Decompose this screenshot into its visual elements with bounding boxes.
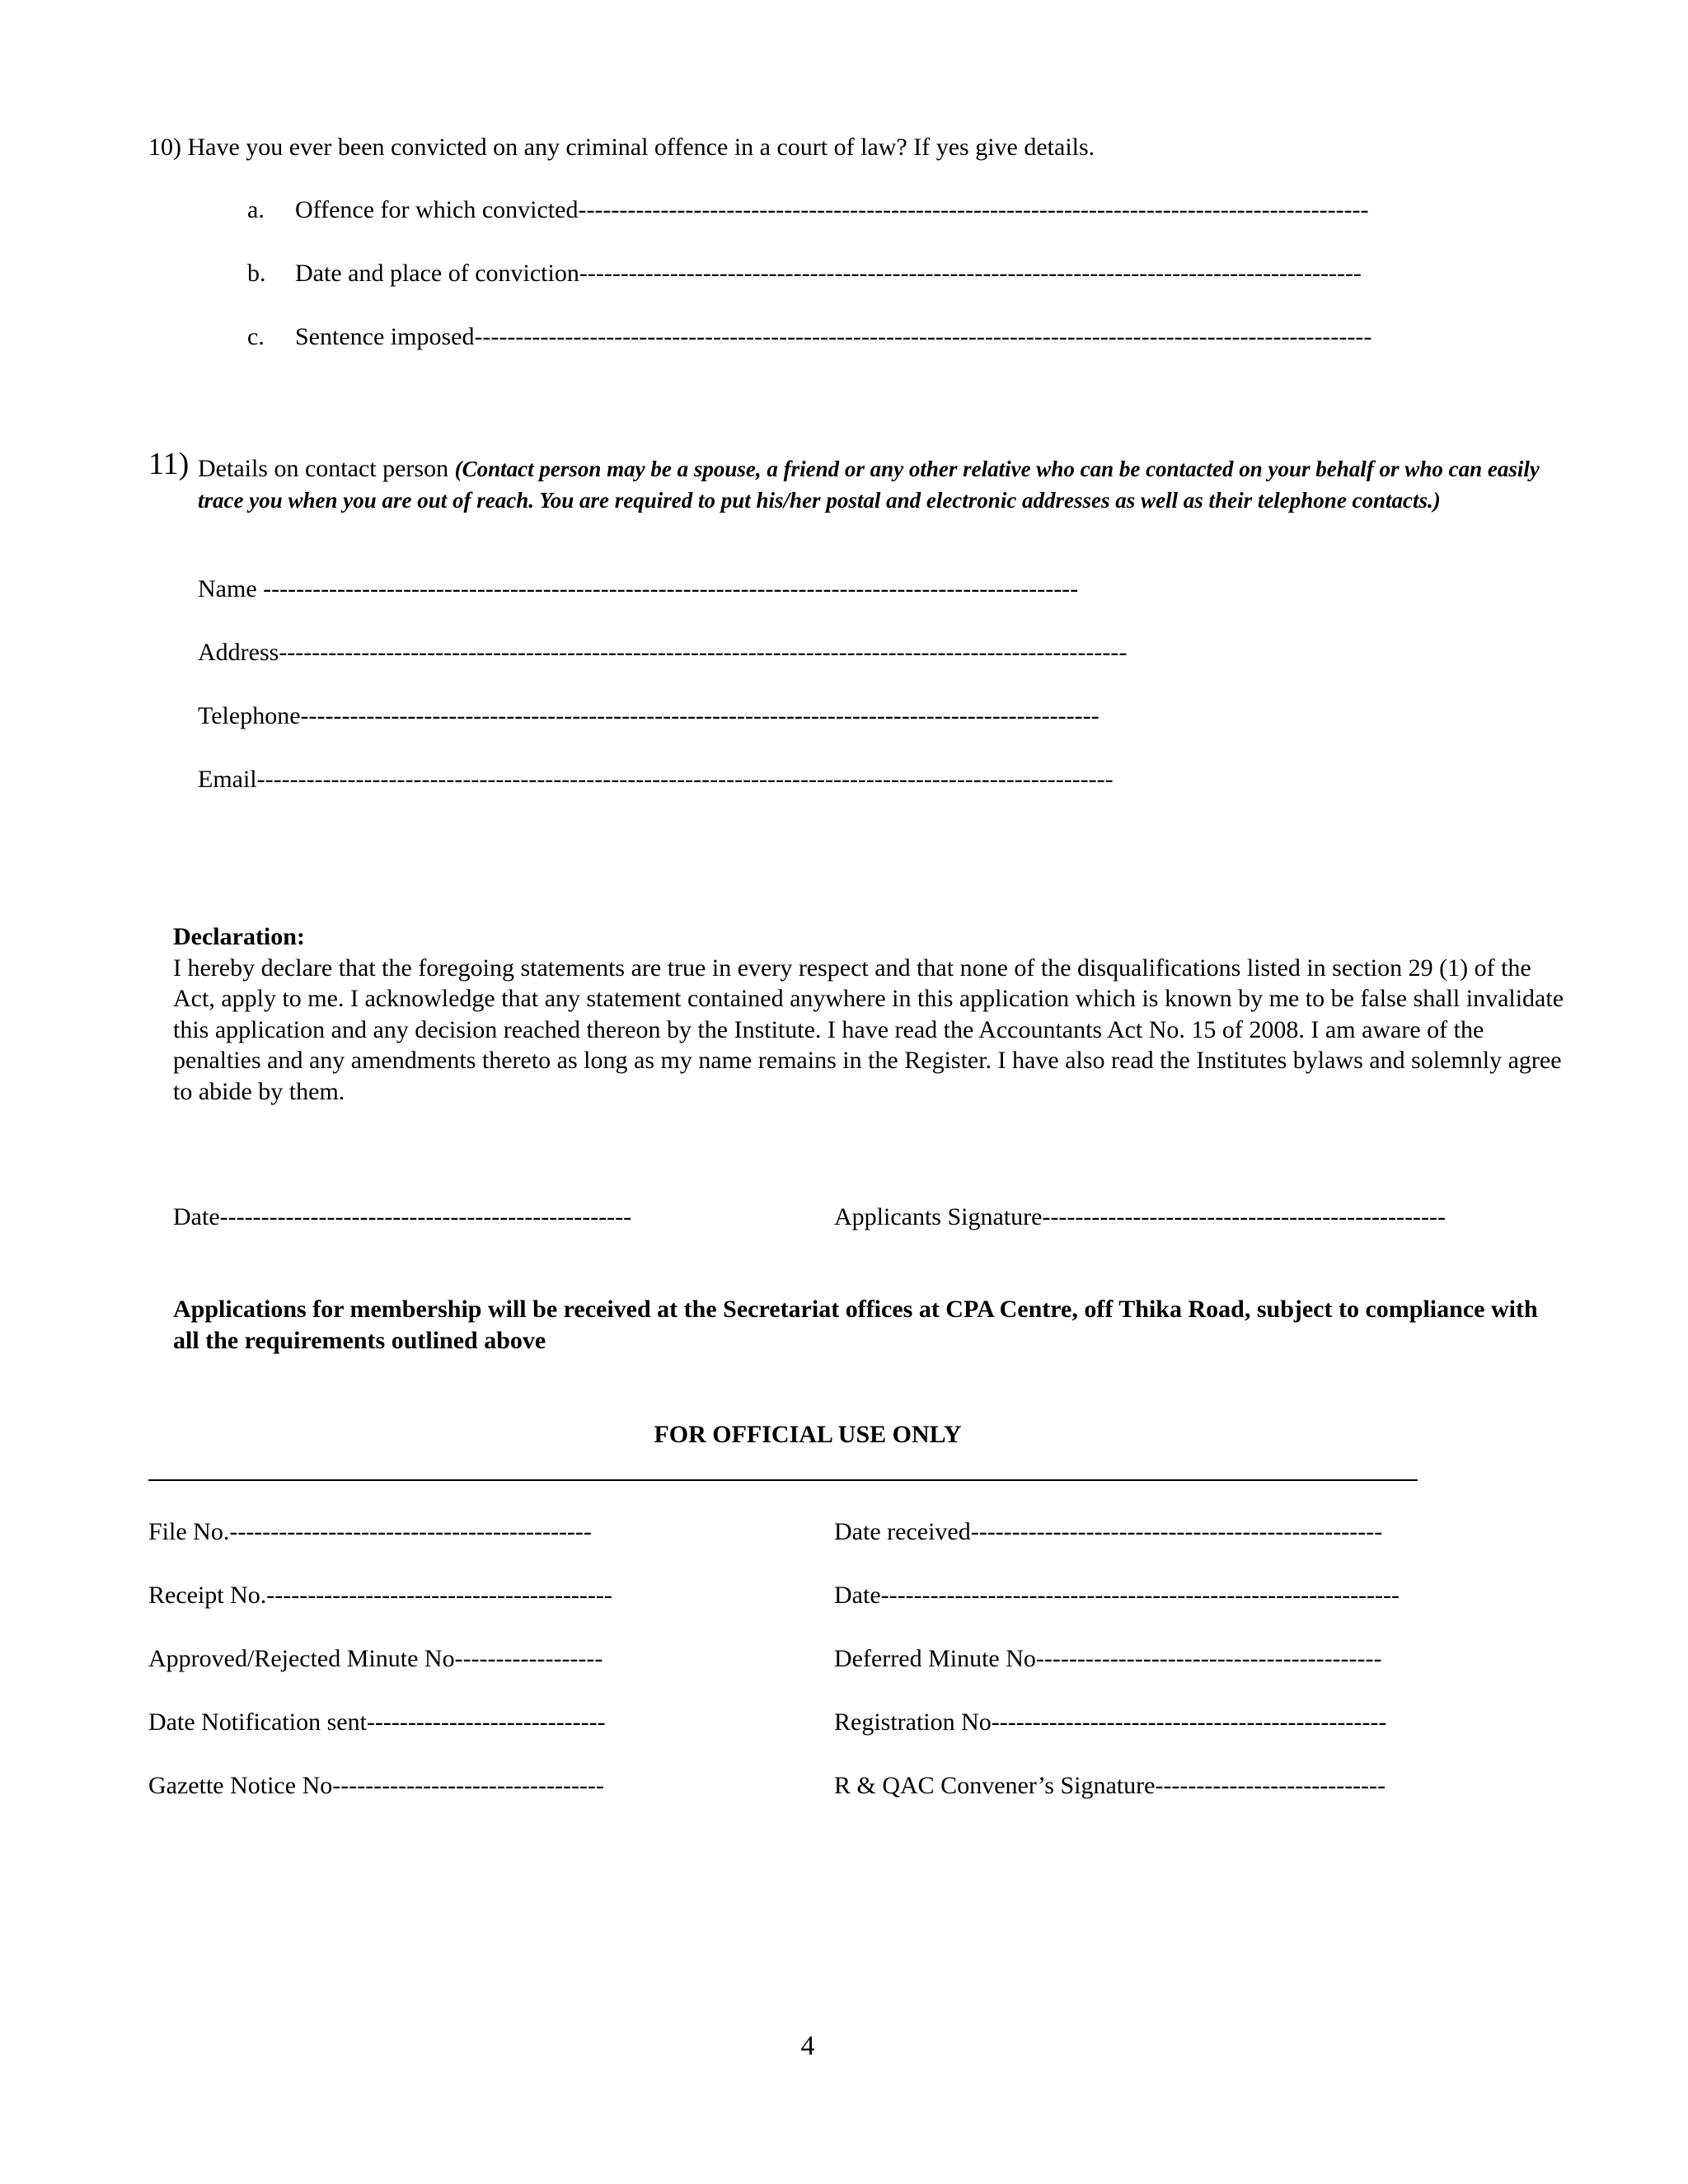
question-11-note: (Contact person may be a spouse, a friend or any other relative who can be contacted on your behalf or who can easily trace you when you are out of reach. You are required to put his/her postal and electronic addresses as well as their telephone contacts.)	[198, 457, 1540, 513]
official-date-field: Date---------------------------------------------------------------	[834, 1582, 1400, 1609]
contact-telephone-field: Telephone-------------------------------------------------------------------------------------------------	[198, 702, 1100, 729]
question-10-item-b	[247, 258, 1362, 289]
signature-date-field: Date--------------------------------------------------	[173, 1203, 632, 1230]
deferred-minute-field: Deferred Minute No------------------------------------------	[834, 1645, 1382, 1672]
item-text: Sentence imposed-------------------------------------------------------------------------------------------------------------	[295, 323, 1372, 350]
question-11-number: 11)	[148, 447, 190, 481]
item-text: Date and place of conviction-----------------------------------------------------------------------------------------------	[295, 260, 1362, 287]
item-letter: b.	[247, 260, 266, 287]
convener-signature-field: R & QAC Convener’s Signature----------------------------	[834, 1772, 1386, 1799]
registration-no-field: Registration No------------------------------------------------	[834, 1708, 1387, 1736]
page-number: 4	[800, 2031, 815, 2061]
date-notification-sent-field: Date Notification sent-----------------------------	[148, 1708, 606, 1736]
item-text: Offence for which convicted------------------------------------------------------------------------------------------------	[295, 196, 1369, 223]
item-letter: c.	[247, 323, 265, 350]
question-10: 10) Have you ever been convicted on any criminal offence in a court of law? If yes give details.	[148, 134, 1095, 161]
submission-notice: Applications for membership will be received at the Secretariat offices at CPA Centre, off Thika Road, subject to compliance with all the requirements outlined above	[173, 1296, 1538, 1354]
question-11-text	[198, 453, 1558, 515]
contact-name-field: Name ---------------------------------------------------------------------------------------------------	[198, 575, 1079, 602]
approved-rejected-minute-field: Approved/Rejected Minute No------------------	[148, 1645, 603, 1672]
question-11-title: Details on contact person	[198, 455, 455, 482]
declaration-heading: Declaration:	[173, 923, 305, 950]
applicant-signature-field: Applicants Signature-------------------------------------------------	[834, 1203, 1446, 1230]
official-use-divider	[148, 1479, 1418, 1481]
file-no-field: File No.--------------------------------------------	[148, 1518, 592, 1545]
receipt-no-field: Receipt No.------------------------------------------	[148, 1582, 612, 1609]
question-10-item-c	[247, 321, 1372, 353]
item-letter: a.	[247, 196, 265, 223]
declaration	[173, 921, 1574, 1107]
contact-address-field: Address-------------------------------------------------------------------------------------------------------	[198, 639, 1128, 666]
official-use-heading: FOR OFFICIAL USE ONLY	[654, 1421, 962, 1448]
question-10-item-a	[247, 194, 1369, 226]
contact-email-field: Email--------------------------------------------------------------------------------------------------------	[198, 766, 1114, 793]
date-received-field: Date received--------------------------------------------------	[834, 1518, 1383, 1545]
declaration-body: I hereby declare that the foregoing statements are true in every respect and that none of the disqualifications listed in section 29 (1) of the Act, apply to me. I acknowledge that any statement contained anywhere in this application which is known by me to be false shall invalidate this application and any decision reached thereon by the Institute. I have read the Accountants Act No. 15 of 2008. I am aware of the penalties and any amendments thereto as long as my name remains in the Register. I have also read the Institutes bylaws and solemnly agree to abide by them.	[173, 954, 1564, 1105]
gazette-notice-field: Gazette Notice No---------------------------------	[148, 1772, 604, 1799]
